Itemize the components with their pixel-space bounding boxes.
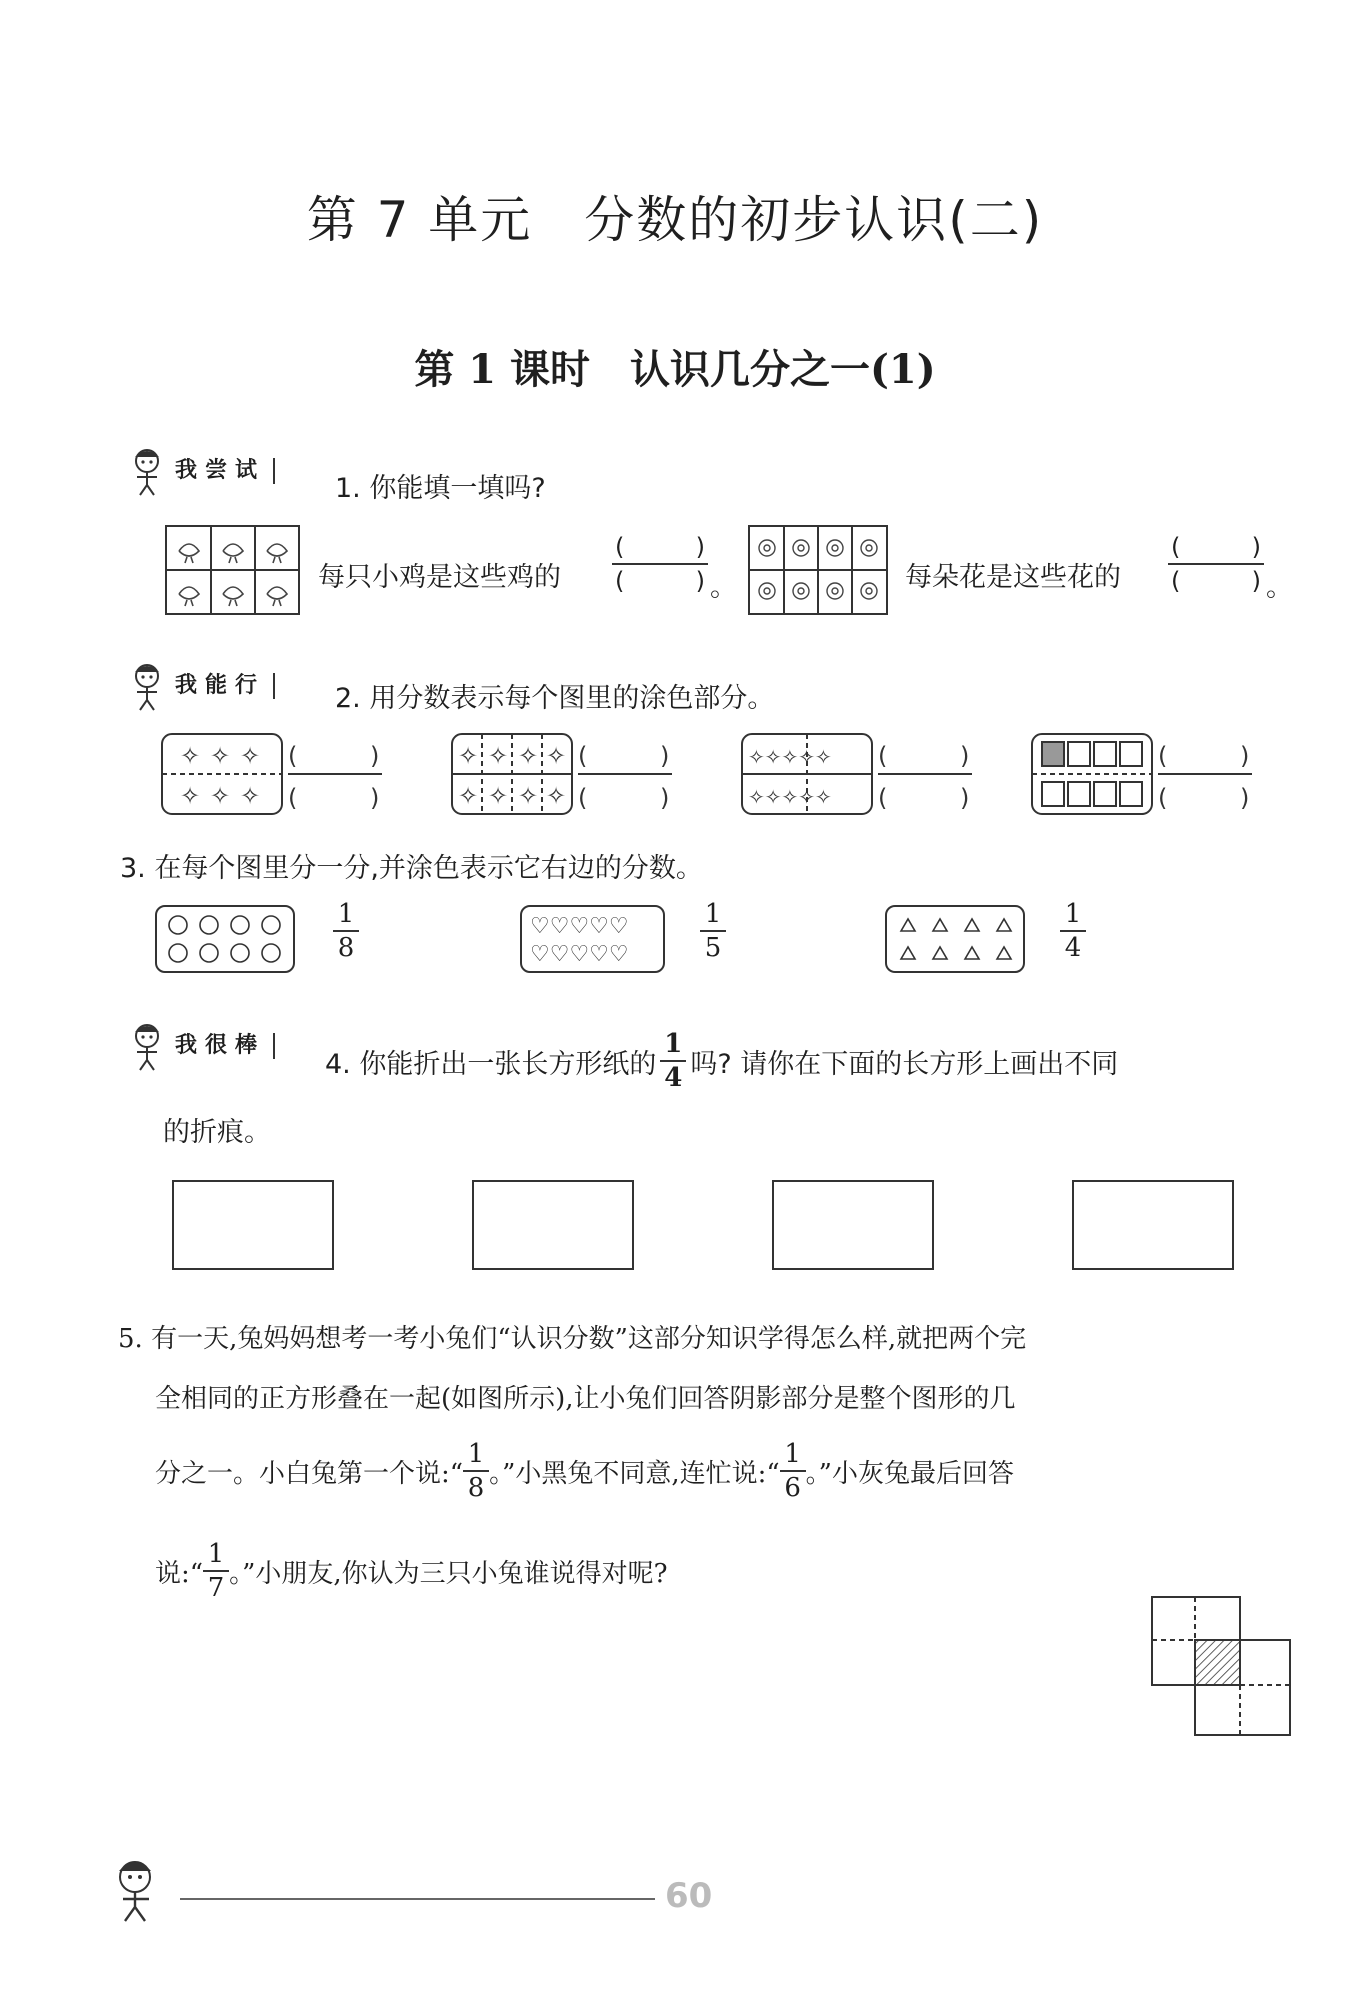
unit-title: 第 7 单元 分数的初步认识(二) <box>306 191 1044 249</box>
svg-text:✧✧✧✧✧: ✧✧✧✧✧ <box>748 745 832 769</box>
svg-text:): ) <box>370 784 380 812</box>
svg-text:(: ( <box>1158 784 1168 812</box>
q2-text: 2. 用分数表示每个图里的涂色部分。 <box>335 683 775 714</box>
q5-fraction-3: $\frac{1}{7}$ <box>203 1540 229 1602</box>
chicks-grid <box>165 525 300 615</box>
q3-figure-triangles[interactable] <box>885 905 1025 973</box>
q3-text: 3. 在每个图里分一分,并涂色表示它右边的分数。 <box>120 853 703 884</box>
svg-text:(: ( <box>1158 742 1168 770</box>
svg-text:(: ( <box>578 742 588 770</box>
svg-text:✧: ✧ <box>458 782 479 810</box>
svg-text:): ) <box>660 784 670 812</box>
badge-can-label: 我能行 <box>169 673 275 699</box>
q5-fraction-1: $\frac{1}{8}$ <box>463 1440 489 1502</box>
badge-try <box>125 445 275 497</box>
q5-line2: 全相同的正方形叠在一起(如图所示),让小兔们回答阴影部分是整个图形的几 <box>155 1384 1016 1414</box>
svg-text:✧: ✧ <box>180 742 201 770</box>
svg-text:): ) <box>960 784 970 812</box>
svg-text:): ) <box>1240 742 1250 770</box>
flowers-grid <box>748 525 888 615</box>
q1-period-a: 。 <box>710 572 737 603</box>
svg-text:♡♡♡♡♡: ♡♡♡♡♡ <box>529 914 629 939</box>
q3-fraction-1: 1 8 <box>333 900 359 962</box>
chick-icons <box>167 527 298 613</box>
q3-figure-circles[interactable] <box>155 905 295 973</box>
heart-icons <box>528 911 658 967</box>
svg-text:✧: ✧ <box>518 742 539 770</box>
flower-icons <box>750 527 886 613</box>
svg-text:(: ( <box>578 784 588 812</box>
q4-line2: 的折痕。 <box>163 1117 271 1148</box>
svg-text:(: ( <box>288 742 298 770</box>
svg-text:(: ( <box>288 784 298 812</box>
badge-great <box>125 1020 275 1072</box>
svg-text:✧: ✧ <box>546 742 567 770</box>
q3-fraction-2: 1 5 <box>700 900 726 962</box>
svg-text:✧: ✧ <box>240 742 261 770</box>
svg-text:✧: ✧ <box>488 742 509 770</box>
svg-text:✧: ✧ <box>180 782 201 810</box>
q4-rectangle-4[interactable] <box>1072 1180 1234 1270</box>
svg-text:✧: ✧ <box>458 742 479 770</box>
svg-text:✧✧✧✧✧: ✧✧✧✧✧ <box>748 785 832 809</box>
mascot-icon <box>125 660 169 712</box>
svg-text:): ) <box>660 742 670 770</box>
q4-rectangle-1[interactable] <box>172 1180 334 1270</box>
q5-line3: 分之一。小白兔第一个说:“ $\frac{1}{8}$ 。”小黑兔不同意,连忙说:“ $\frac{1}{6}$ 。”小灰兔最后回答 <box>155 1439 1014 1503</box>
page-number: 60 <box>665 1876 713 1916</box>
q4-fraction: $\frac{1}{4}$ <box>660 1030 686 1092</box>
triangle-icons <box>893 911 1017 967</box>
lesson-title: 第 1 课时 认识几分之一(1) <box>414 346 936 393</box>
q4-text <box>325 1030 1118 1092</box>
badge-great-label: 我很棒 <box>169 1033 275 1059</box>
svg-text:✧: ✧ <box>240 782 261 810</box>
badge-try-label: 我尝试 <box>169 458 275 484</box>
badge-can <box>125 660 275 712</box>
q2-figures <box>160 732 1280 816</box>
circle-icons <box>163 911 287 967</box>
q1-answer-b[interactable]: ( ) ( ) <box>1168 533 1264 595</box>
q1-part-a: 每只小鸡是这些鸡的 <box>318 562 561 593</box>
overlapping-squares-figure <box>1150 1595 1292 1737</box>
q5-fraction-2: $\frac{1}{6}$ <box>780 1440 806 1502</box>
svg-text:): ) <box>960 742 970 770</box>
svg-text:): ) <box>1240 784 1250 812</box>
svg-text:): ) <box>370 742 380 770</box>
q1-text: 1. 你能填一填吗? <box>335 473 546 504</box>
svg-text:♡♡♡♡♡: ♡♡♡♡♡ <box>529 942 629 967</box>
svg-text:✧: ✧ <box>518 782 539 810</box>
footer-mascot-icon <box>105 1855 175 1925</box>
q4-text-before: 4. 你能折出一张长方形纸的 <box>325 1048 657 1080</box>
q4-text-after: 吗? 请你在下面的长方形上画出不同 <box>690 1048 1119 1080</box>
mascot-icon <box>125 445 169 497</box>
q1-answer-a[interactable]: ( ) ( ) <box>612 533 708 595</box>
q4-rectangle-3[interactable] <box>772 1180 934 1270</box>
q1-part-b: 每朵花是这些花的 <box>905 562 1121 593</box>
q3-figure-hearts[interactable] <box>520 905 665 973</box>
svg-text:✧: ✧ <box>546 782 567 810</box>
svg-text:✧: ✧ <box>210 782 231 810</box>
q4-rectangle-2[interactable] <box>472 1180 634 1270</box>
svg-text:(: ( <box>878 784 888 812</box>
svg-text:(: ( <box>878 742 888 770</box>
footer-rule <box>180 1898 655 1900</box>
q5-line1: 5. 有一天,兔妈妈想考一考小兔们“认识分数”这部分知识学得怎么样,就把两个完 <box>118 1324 1027 1354</box>
mascot-icon <box>125 1020 169 1072</box>
q3-fraction-3: 1 4 <box>1060 900 1086 962</box>
svg-text:✧: ✧ <box>210 742 231 770</box>
q5-line4: 说:“ $\frac{1}{7}$ 。”小朋友,你认为三只小兔谁说得对呢? <box>155 1539 668 1603</box>
svg-text:✧: ✧ <box>488 782 509 810</box>
q1-period-b: 。 <box>1266 572 1293 603</box>
